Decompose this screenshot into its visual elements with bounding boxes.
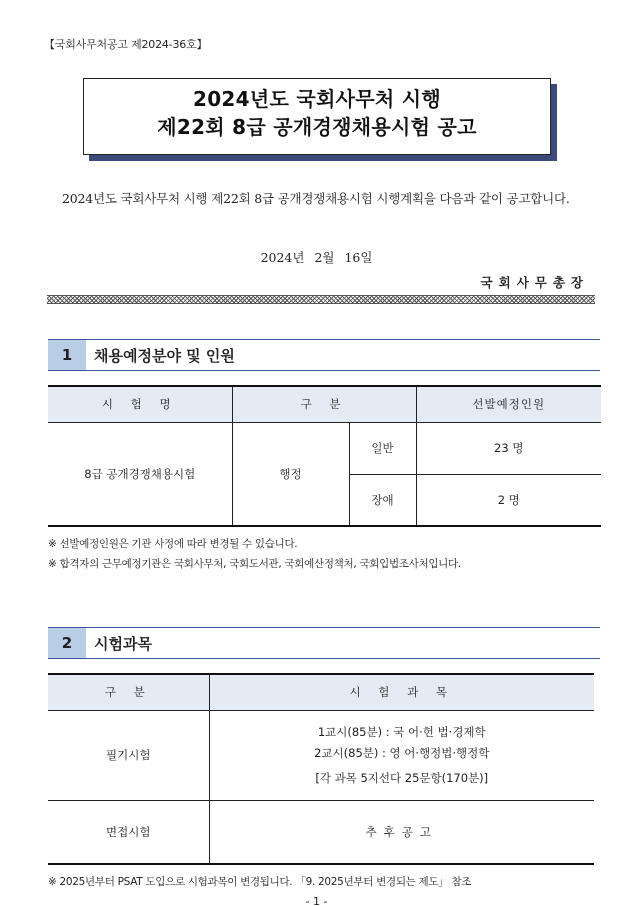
- written-exam-label: 필기시험: [48, 710, 209, 800]
- header-count: 선발예정인원: [416, 386, 601, 422]
- section-2-number: 2: [48, 628, 86, 658]
- section-1-heading: [48, 339, 600, 371]
- header-category: 구 분: [232, 386, 416, 422]
- written-exam-subjects: [209, 710, 594, 800]
- intro-paragraph: 2024년도 국회사무처 시행 제22회 8급 공개경쟁채용시험 시행계획을 다음과 같이 공고합니다.: [62, 191, 570, 206]
- header-category: 구 분: [48, 674, 209, 710]
- title-box: [83, 78, 551, 155]
- section-1-title: 채용예정분야 및 인원: [94, 346, 235, 365]
- table-row: [48, 422, 601, 474]
- subject-period-1: 1교시(85분) : 국 어·헌 법·경제학: [317, 724, 486, 739]
- interview-label: 면접시험: [48, 800, 209, 864]
- subject-period-2: 2교시(85분) : 영 어·행정법·행정학: [314, 745, 490, 760]
- subjects-table: [48, 673, 594, 865]
- pattern-divider: [47, 295, 595, 304]
- category-cell: 장애: [349, 474, 416, 526]
- section-1-number: 1: [48, 340, 86, 370]
- table-row: [48, 800, 594, 864]
- page-number: - 1 -: [305, 895, 328, 906]
- category-cell: 일반: [349, 422, 416, 474]
- note-1: ※ 선발예정인원은 기관 사정에 따라 변경될 수 있습니다.: [48, 538, 298, 550]
- written-exam-format: [각 과목 5지선다 25문항(170분)]: [315, 770, 489, 785]
- count-cell: 23 명: [416, 422, 601, 474]
- exam-name-cell: 8급 공개경쟁채용시험: [48, 422, 232, 526]
- note-2: ※ 합격자의 근무예정기관은 국회사무처, 국회도서관, 국회예산정책처, 국회입법조사처입니다.: [48, 558, 461, 570]
- section-2-title: 시험과목: [94, 634, 152, 653]
- field-cell: 행정: [232, 422, 349, 526]
- notice-number: 【국회사무처공고 제2024-36호】: [44, 38, 208, 51]
- table-header-row: [48, 674, 594, 710]
- title-line-2: 제22회 8급 공개경쟁채용시험 공고: [157, 115, 477, 139]
- header-subjects: 시 험 과 목: [209, 674, 594, 710]
- recruitment-table: [48, 385, 601, 527]
- title-line-1: 2024년도 국회사무처 시행: [193, 87, 441, 111]
- note-3: ※ 2025년부터 PSAT 도입으로 시험과목이 변경됩니다. 「9. 2025년부터 변경되는 제도」 참조: [48, 876, 472, 888]
- header-exam-name: 시 험 명: [48, 386, 232, 422]
- section-2-heading: [48, 627, 600, 659]
- interview-value: 추후공고: [209, 800, 594, 864]
- announcement-date: 2024년 2월 16일: [260, 250, 373, 265]
- count-cell: 2 명: [416, 474, 601, 526]
- table-header-row: [48, 386, 601, 422]
- issuer: 국회사무총장: [480, 275, 589, 290]
- table-row: [48, 710, 594, 800]
